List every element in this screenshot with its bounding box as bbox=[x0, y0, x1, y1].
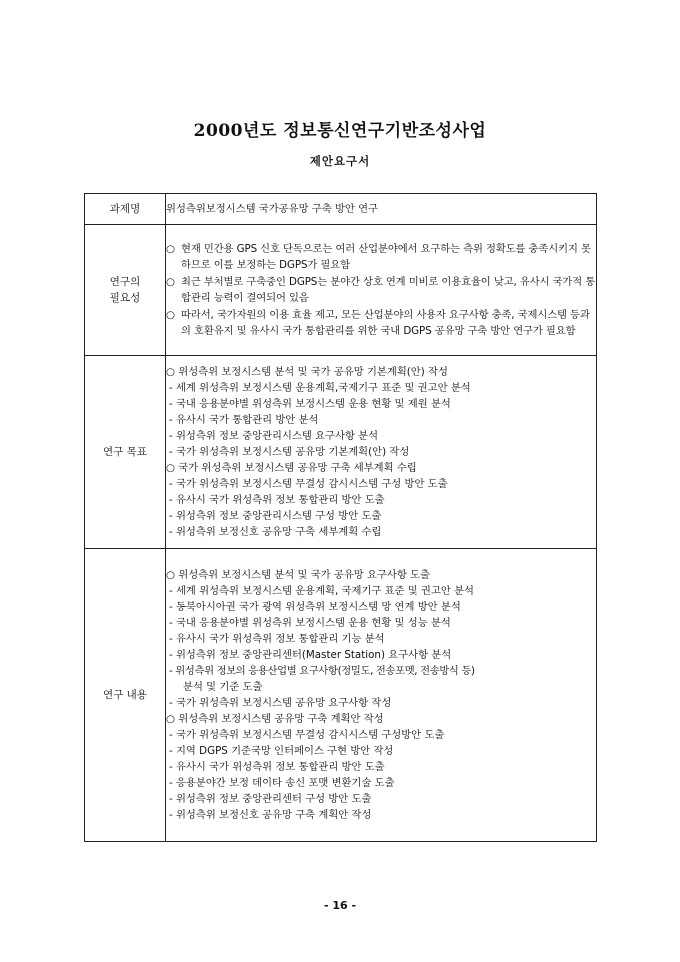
task-value: 위성측위보정시스템 국가공유망 구축 방안 연구 bbox=[166, 194, 597, 225]
goal-item: - 유사시 국가 통합관리 방안 분석 bbox=[169, 414, 319, 426]
content-item: - 유사시 국가 위성측위 정보 통합관리 방안 도출 bbox=[169, 761, 385, 773]
content-item: - 위성측위 정보 중앙관리센터 구성 방안 도출 bbox=[169, 793, 372, 805]
goal-item: - 위성측위 정보 중앙관리시스템 요구사항 분석 bbox=[169, 430, 379, 442]
page-number: - 16 - bbox=[323, 899, 357, 912]
goal-item: - 유사시 국가 위성측위 정보 통합관리 방안 도출 bbox=[169, 494, 385, 506]
goals-content bbox=[166, 356, 597, 549]
content-item: - 국가 위성측위 보정시스템 무결성 감시시스템 구성방안 도출 bbox=[169, 729, 445, 741]
contents-content bbox=[166, 549, 597, 842]
goal-item: ○ 국가 위성측위 보정시스템 공유망 구축 세부계획 수립 bbox=[166, 462, 417, 474]
goal-item: - 위성측위 정보 중앙관리시스템 구성 방안 도출 bbox=[169, 510, 382, 522]
goals-row bbox=[85, 356, 597, 549]
necessity-label bbox=[85, 225, 166, 356]
content-item: - 위성측위 정보의 응용산업별 요구사항(정밀도, 전송포멧, 전송방식 등) bbox=[169, 665, 475, 677]
document-subtitle: 제안요구서 bbox=[309, 154, 371, 168]
content-item: - 유사시 국가 위성측위 정보 통합관리 기능 분석 bbox=[169, 633, 385, 645]
necessity-item: ○ 현재 민간용 GPS 신호 단독으로는 여러 산업분야에서 요구하는 측위 정확도를 충족시키지 못하므로 이를 보정하는 DGPS가 필요함 bbox=[166, 242, 591, 271]
content-item-continuation: 분석 및 기준 도출 bbox=[183, 681, 263, 693]
contents-label: 연구 내용 bbox=[85, 549, 166, 842]
proposal-table bbox=[84, 193, 597, 842]
content-item: - 세계 위성측위 보정시스템 운용계획, 국제기구 표준 및 권고안 분석 bbox=[169, 585, 475, 597]
content-item: - 위성측위 정보 중앙관리센터(Master Station) 요구사항 분석 bbox=[169, 649, 452, 661]
task-row bbox=[85, 194, 597, 225]
goal-item: - 위성측위 보정신호 공유망 구축 세부계획 수립 bbox=[169, 526, 382, 538]
task-label: 과제명 bbox=[85, 194, 166, 225]
content-item: - 지역 DGPS 기준국망 인터페이스 구현 방안 작성 bbox=[169, 745, 394, 757]
content-item: - 국내 응용분야별 위성측위 보정시스템 운용 현황 및 성능 분석 bbox=[169, 617, 451, 629]
content-item: - 국가 위성측위 보정시스템 공유망 요구사항 작성 bbox=[169, 697, 392, 709]
goal-item: ○ 위성측위 보정시스템 분석 및 국가 공유망 기본계획(안) 작성 bbox=[166, 366, 448, 378]
content-item: ○ 위성측위 보정시스템 공유망 구축 계획안 작성 bbox=[166, 713, 384, 725]
necessity-item: ○ 최근 부처별로 구축중인 DGPS는 분야간 상호 연계 미비로 이용효율이 낮고, 유사시 국가적 통합관리 능력이 결여되어 있음 bbox=[166, 275, 596, 304]
document-title: 2000년도 정보통신연구기반조성사업 bbox=[193, 121, 487, 141]
necessity-row bbox=[85, 225, 597, 356]
goal-item: - 국내 응용분야별 위성측위 보정시스템 운용 현황 및 제원 분석 bbox=[169, 398, 451, 410]
goal-item: - 국가 위성측위 보정시스템 공유망 기본계획(안) 작성 bbox=[169, 446, 410, 458]
content-item: ○ 위성측위 보정시스템 분석 및 국가 공유망 요구사항 도출 bbox=[166, 569, 430, 581]
contents-row bbox=[85, 549, 597, 842]
goal-item: - 세계 위성측위 보정시스템 운용계획,국제기구 표준 및 권고안 분석 bbox=[169, 382, 471, 394]
necessity-label-line2: 필요성 bbox=[109, 292, 141, 304]
necessity-content bbox=[166, 225, 597, 356]
content-item: - 동북아시아권 국가 광역 위성측위 보정시스템 망 연계 방안 분석 bbox=[169, 601, 461, 613]
goals-label: 연구 목표 bbox=[85, 356, 166, 549]
necessity-item: ○ 따라서, 국가자원의 이용 효율 제고, 모든 산업분야의 사용자 요구사항 충족, 국제시스템 등과의 호환유지 및 유사시 국가 통합관리를 위한 국내 DGPS 공유망 구축 방안 연구가 필요함 bbox=[166, 308, 590, 337]
content-item: - 위성측위 보정신호 공유망 구축 계획안 작성 bbox=[169, 809, 372, 821]
content-item: - 응용분야간 보정 데이타 송신 포맷 변환기술 도출 bbox=[169, 777, 395, 789]
necessity-label-line1: 연구의 bbox=[109, 276, 141, 288]
goal-item: - 국가 위성측위 보정시스템 무결성 감시시스템 구성 방안 도출 bbox=[169, 478, 448, 490]
